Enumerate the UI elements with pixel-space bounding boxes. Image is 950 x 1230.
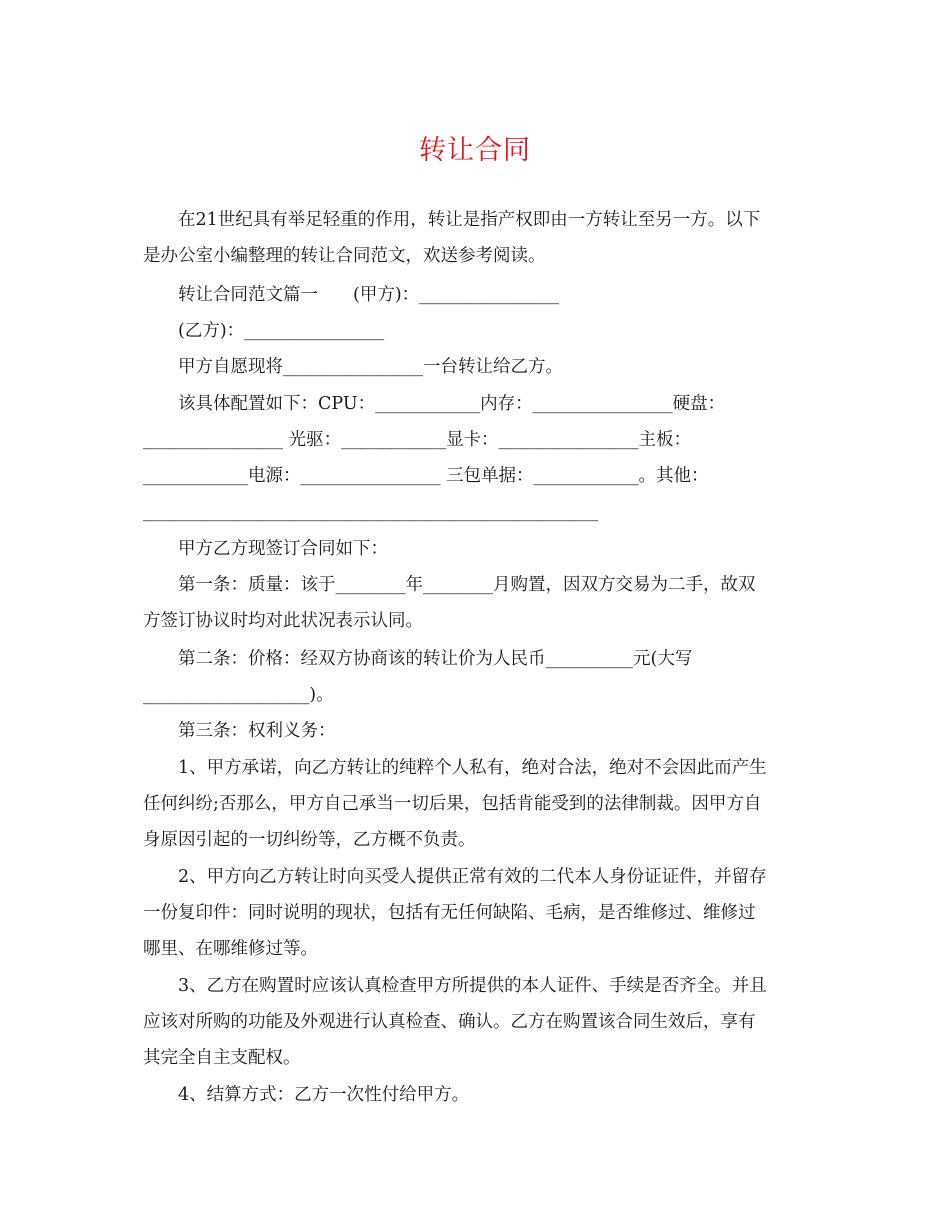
paragraph-line: ____________________________________________________ [143,502,598,522]
paragraph-line: 第一条：质量：该于________年________月购置，因双方交易为二手，故双 [178,575,756,595]
paragraph-line: 哪里、在哪维修过等。 [143,939,318,959]
paragraph-line: ____________电源：________________ 三包单据：____________。其他： [143,466,709,486]
paragraph-line: 甲方自愿现将________________一台转让给乙方。 [178,357,563,377]
paragraph-line: 在21世纪具有举足轻重的作用，转让是指产权即由一方转让至另一方。以下 [178,210,761,230]
paragraph-line: 其完全自主支配权。 [143,1048,301,1068]
paragraph-line: 转让合同范文篇一 (甲方)：________________ [178,285,560,305]
paragraph-line: 任何纠纷;否那么，甲方自己承当一切后果，包括肯能受到的法律制裁。因甲方自 [143,794,762,814]
paragraph-line: ___________________)。 [143,685,334,705]
paragraph-line: ________________ 光驱：____________显卡：________________主板： [143,430,692,450]
paragraph-line: 方签订协议时均对此状况表示认同。 [143,611,423,631]
paragraph-line: (乙方)：________________ [178,321,385,341]
document-title: 转让合同 [419,135,531,166]
paragraph-line: 是办公室小编整理的转让合同范文，欢送参考阅读。 [143,246,546,266]
paragraph-line: 应该对所购的功能及外观进行认真检查、确认。乙方在购置该合同生效后，享有 [143,1012,756,1032]
paragraph-line: 3、乙方在购置时应该认真检查甲方所提供的本人证件、手续是否齐全。并且 [178,976,767,996]
paragraph-line: 一份复印件：同时说明的现状，包括有无任何缺陷、毛病，是否维修过、维修过 [143,903,756,923]
paragraph-line: 身原因引起的一切纠纷等，乙方概不负责。 [143,830,476,850]
paragraph-line: 4、结算方式：乙方一次性付给甲方。 [178,1085,470,1105]
paragraph-line: 第三条：权利义务： [178,721,336,741]
paragraph-line: 第二条：价格：经双方协商该的转让价为人民币__________元(大写 [178,649,693,669]
paragraph-line: 甲方乙方现签订合同如下： [178,539,388,559]
paragraph-line: 2、甲方向乙方转让时向买受人提供正常有效的二代本人身份证证件，并留存 [178,867,767,887]
paragraph-line: 1、甲方承诺，向乙方转让的纯粹个人私有，绝对合法，绝对不会因此而产生 [178,758,767,778]
paragraph-line: 该具体配置如下：CPU：____________内存：________________硬盘： [178,394,726,414]
